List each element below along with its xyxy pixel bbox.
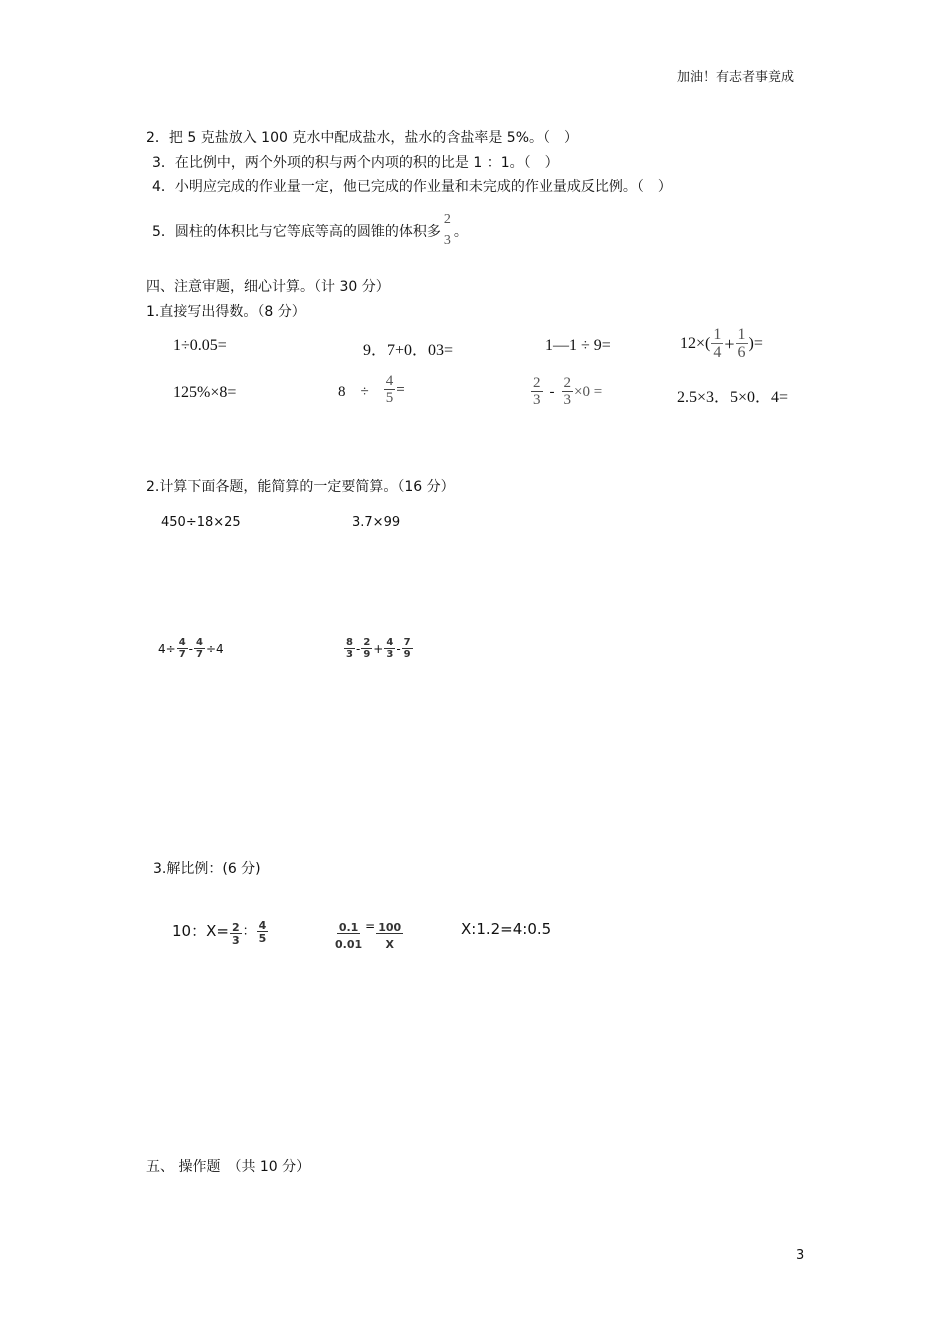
oral-calc-8: 2.5×3．5×0．4=	[677, 389, 789, 406]
part-2-title: 2.计算下面各题，能简算的一定要简算。（16 分）	[146, 479, 455, 495]
oral-calc-7: $\frac{2}{3}$ - $\frac{2}{3}$ ×0 =	[533, 375, 603, 408]
calc-3: 4÷ $\frac{4}{7}$ - $\frac{4}{7}$ ÷4	[158, 637, 224, 660]
oral-calc-1: 1÷0.05=	[173, 337, 227, 354]
fraction-2-3-a: $\frac{2}{3}$	[533, 375, 541, 408]
fraction-8-3: $\frac{8}{3}$	[346, 637, 353, 660]
fraction-4-5-b: $\frac{4}{5}$	[258, 919, 267, 945]
calc-1: 450÷18×25	[161, 515, 241, 530]
section-5-title: 五、 操作题 （共 10 分）	[146, 1159, 311, 1175]
fraction-1-6: $\frac{1}{6}$	[737, 326, 746, 361]
fraction-4-3: $\frac{4}{3}$	[386, 637, 394, 660]
judge-question-4: 4．小明应完成的作业量一定，他已完成的作业量和未完成的作业量成反比例。（ ）	[152, 179, 672, 195]
fraction-1-4: $\frac{1}{4}$	[713, 326, 722, 361]
oral-calc-4: 12×( $\frac{1}{4}$ + $\frac{1}{6}$ )=	[680, 326, 763, 361]
q5-fraction: 2 3	[443, 212, 451, 248]
page-number: 3	[796, 1248, 805, 1263]
fraction-2-3-b: $\frac{2}{3}$	[563, 375, 571, 408]
oral-calc-2: 9．7+0．03=	[363, 342, 454, 359]
part-1-title: 1.直接写出得数。（8 分）	[146, 304, 306, 320]
fraction-4-7-a: $\frac{4}{7}$	[178, 637, 186, 660]
fraction-7-9: $\frac{7}{9}$	[403, 637, 411, 660]
calc-4: $\frac{8}{3}$ - $\frac{2}{9}$ + $\frac{4}{3}$ - $\frac{7}{9}$	[346, 637, 411, 660]
oral-calc-3: 1—1 ÷ 9=	[545, 337, 611, 354]
fraction-2-3-c: $\frac{2}{3}$	[231, 921, 240, 947]
fraction-2-9: $\frac{2}{9}$	[363, 637, 371, 660]
proportion-3: X:1.2=4:0.5	[461, 920, 552, 938]
oral-calc-5: 125%×8=	[173, 384, 237, 401]
fraction-4-5: $\frac{4}{5}$	[385, 373, 394, 406]
fraction-0.1-0.01: $\frac{0.1}{0.01}$	[335, 921, 363, 951]
q5-text: 5．圆柱的体积比与它等底等高的圆锥的体积多	[152, 223, 441, 240]
oral-calc-6: 8 ÷ $\frac{4}{5}$ =	[338, 373, 405, 406]
calc-2: 3.7×99	[352, 515, 401, 530]
fraction-100-x: $\frac{100}{X}$	[378, 921, 402, 951]
q5-end: 。	[453, 223, 468, 240]
proportion-2: $\frac{0.1}{0.01}$ = $\frac{100}{X}$	[335, 919, 402, 951]
fraction-4-7-b: $\frac{4}{7}$	[196, 637, 203, 660]
judge-question-2: 2．把 5 克盐放入 100 克水中配成盐水，盐水的含盐率是 5%。（ ）	[146, 130, 578, 146]
proportion-1: 10：X= $\frac{2}{3}$ ： $\frac{4}{5}$	[172, 919, 267, 947]
part-3-title: 3.解比例：(6 分)	[153, 861, 261, 877]
judge-question-5	[152, 213, 468, 248]
judge-question-3: 3．在比例中，两个外项的积与两个内项的积的比是 1 ：1。（ ）	[152, 155, 559, 171]
header-motto: 加油！有志者事竟成	[677, 70, 795, 85]
section-4-title: 四、注意审题，细心计算。（计 30 分）	[146, 279, 390, 295]
